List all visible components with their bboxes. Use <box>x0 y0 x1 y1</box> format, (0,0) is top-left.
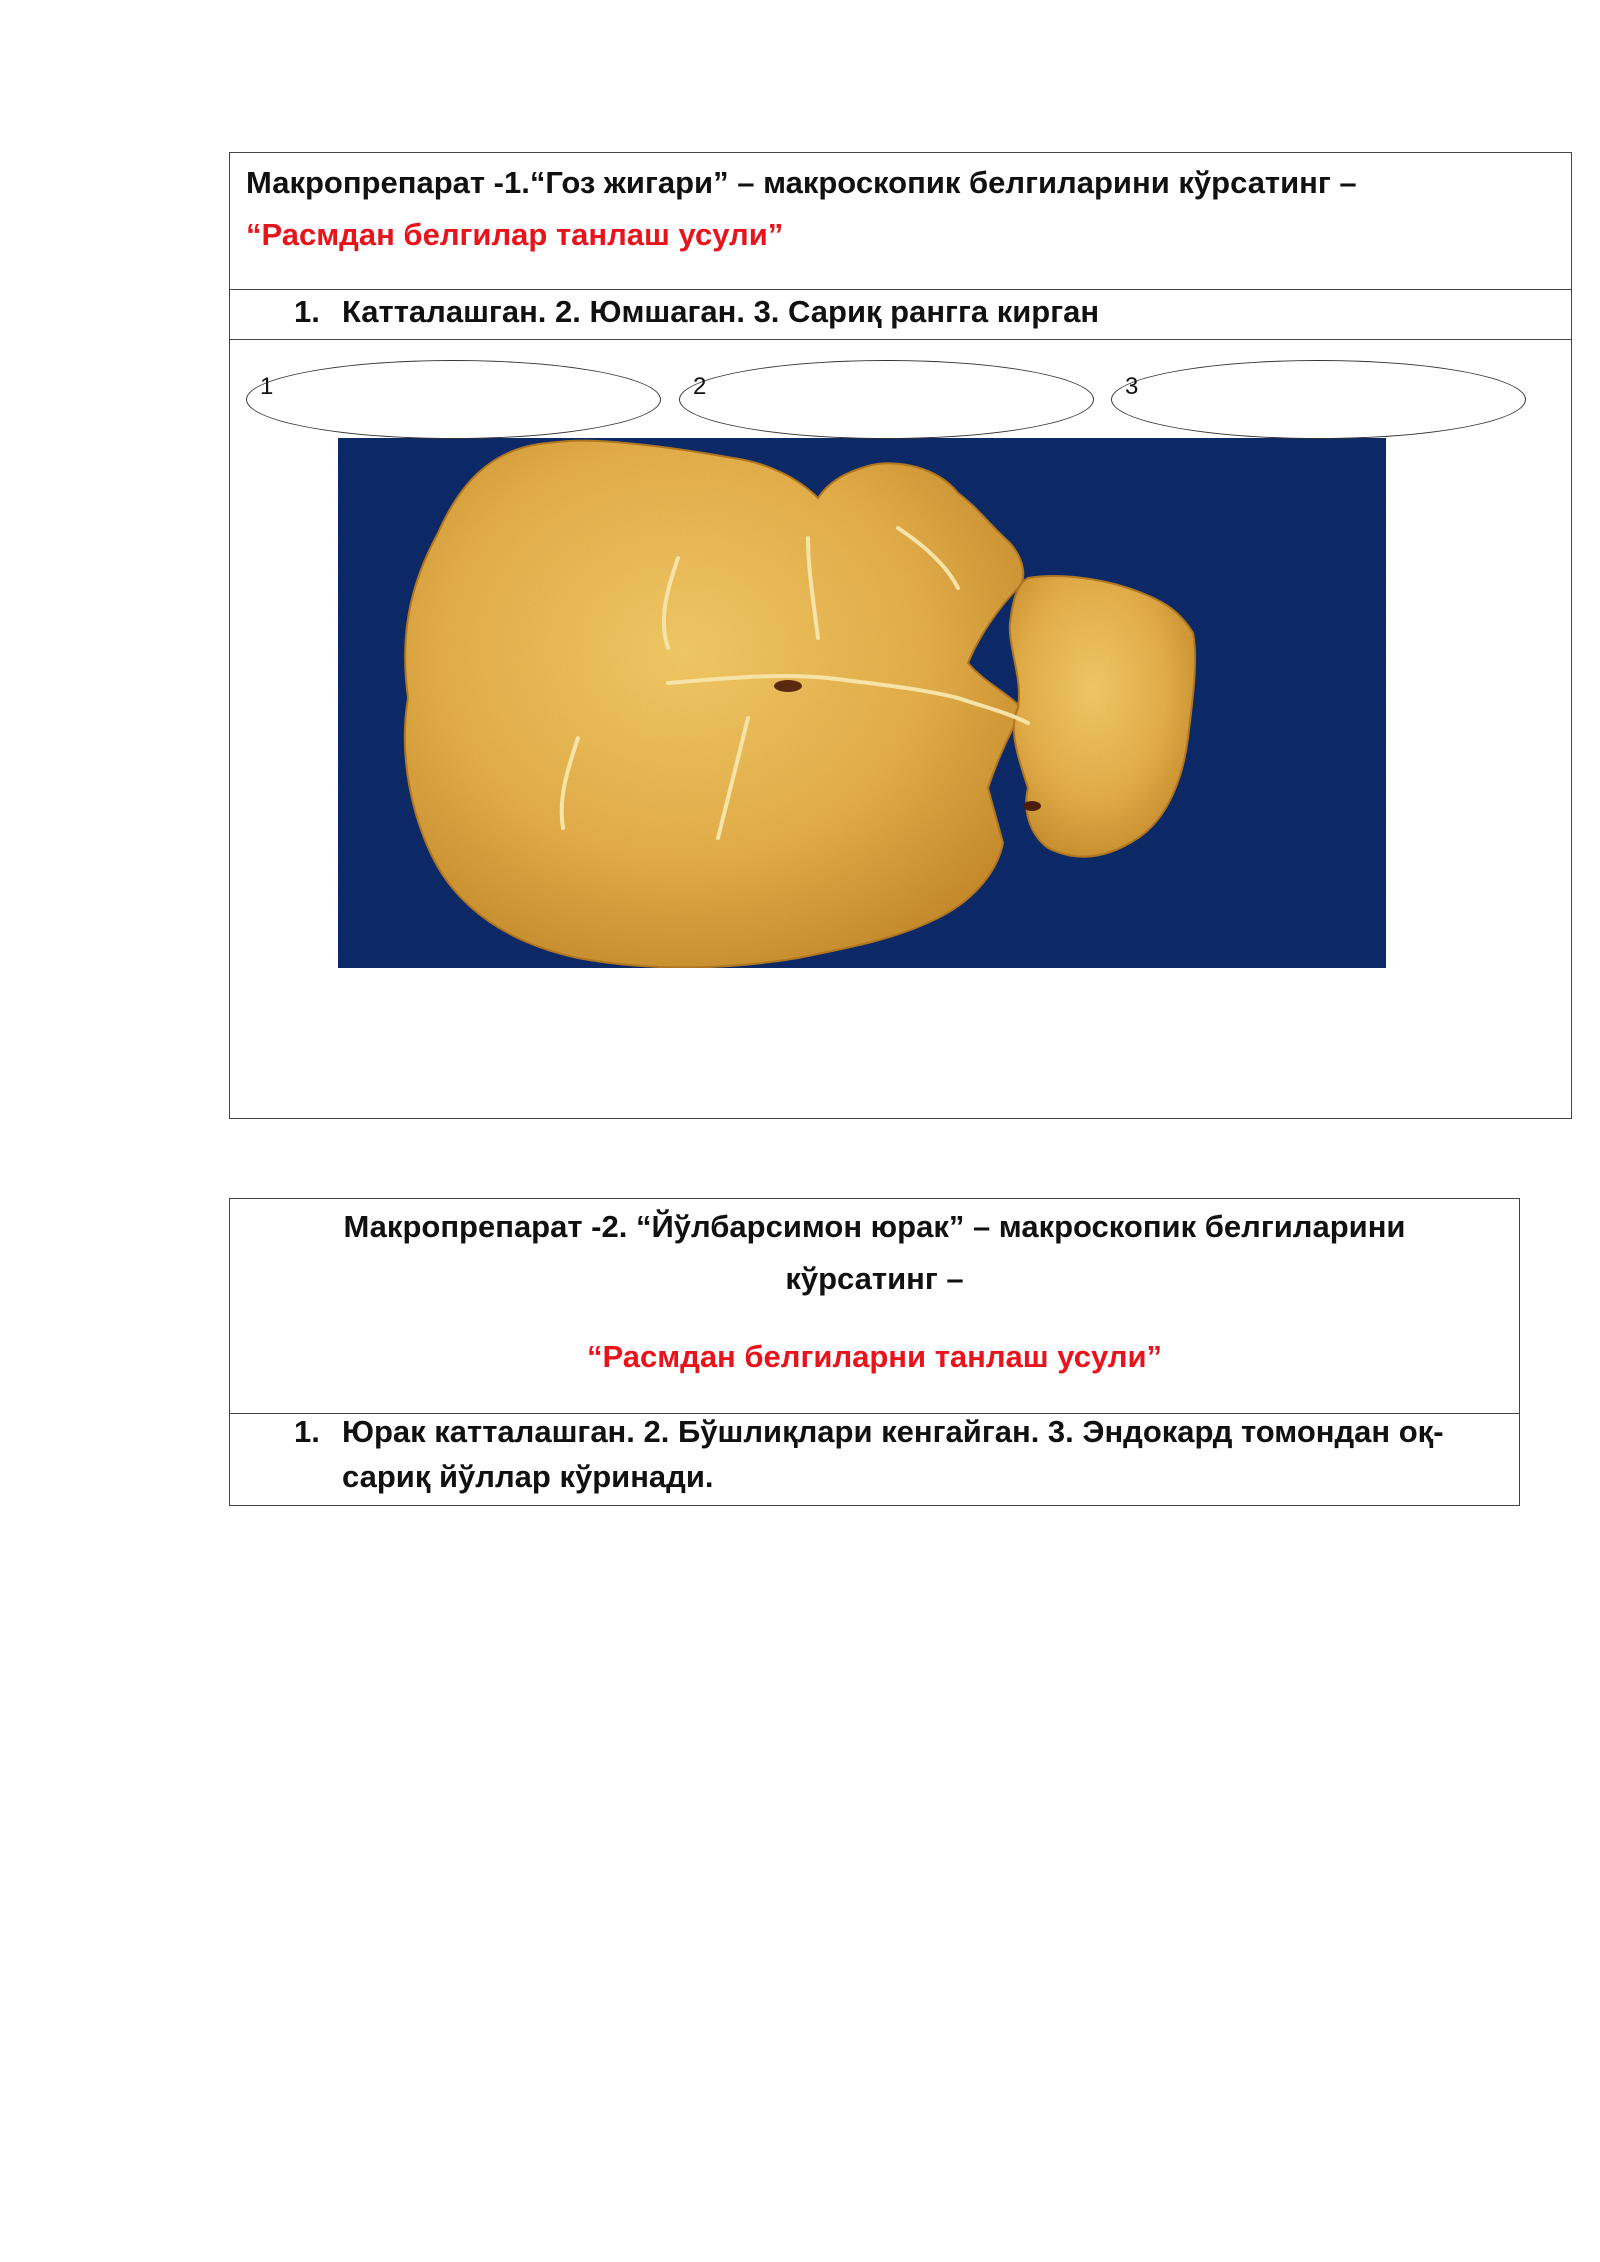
specimen-2-method: “Расмдан белгиларни танлаш усули” <box>586 1339 1163 1374</box>
list-number: 1. <box>294 294 320 329</box>
specimen-2-features-row <box>230 1413 1519 1505</box>
specimen-1-features: Катталашган. 2. Юмшаган. 3. Сариқ рангга кирган <box>342 294 1100 329</box>
answer-oval-1[interactable] <box>246 360 661 439</box>
oval-label: 2 <box>693 373 707 400</box>
specimen-2-title: Макропрепарат -2. “Йўлбарсимон юрак” – макроскопик белгиларини кўрсатинг – <box>343 1209 1406 1296</box>
specimen-2-table <box>229 1198 1520 1506</box>
oval-label: 1 <box>260 373 274 400</box>
specimen-1-method: “Расмдан белгилар танлаш усули” <box>246 217 784 252</box>
texture-overlay <box>338 438 1386 968</box>
specimen-1-title: Макропрепарат -1.“Гоз жигари” – макроскопик белгиларини кўрсатинг – <box>246 165 1357 200</box>
answer-oval-3[interactable] <box>1111 360 1526 439</box>
specimen-1-features-row <box>230 289 1571 339</box>
oval-label: 3 <box>1125 373 1139 400</box>
specimen-1-table <box>229 152 1572 1119</box>
vessel-opening <box>774 680 802 692</box>
specimen-2-features: Юрак катталашган. 2. Бўшлиқлари кенгайган. 3. Эндокард томондан оқ-сариқ йўллар кўринади. <box>342 1414 1444 1494</box>
specimen-1-figure <box>230 339 1571 1118</box>
liver-specimen-photo <box>338 438 1386 968</box>
specimen-2-header <box>230 1199 1519 1413</box>
answer-oval-2[interactable] <box>679 360 1094 439</box>
liver-specimen <box>338 438 1386 968</box>
vessel-opening <box>1023 801 1041 811</box>
specimen-1-header <box>230 153 1571 289</box>
list-number: 1. <box>294 1414 320 1449</box>
